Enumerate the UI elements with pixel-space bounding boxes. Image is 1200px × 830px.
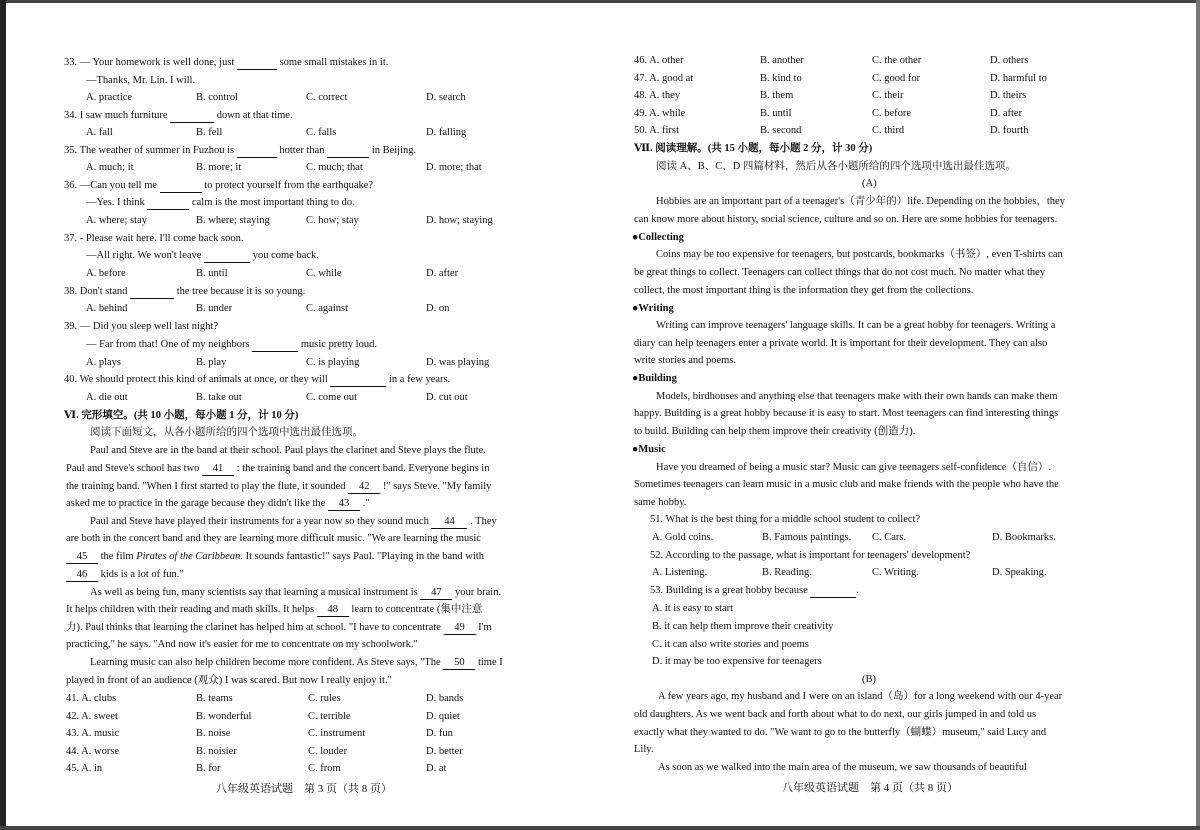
- question-39: 39. — Did you sleep well last night?: [64, 321, 218, 332]
- q43-option-b: B. noise: [196, 728, 231, 739]
- passage-b-line-4: Lily.: [634, 744, 654, 755]
- blank-42: 42: [348, 481, 380, 494]
- q34-option-a: A. fall: [86, 127, 113, 138]
- q46-option-b: B. another: [760, 55, 804, 66]
- passage-b-line-1: A few years ago, my husband and I were on an island（岛）for a long weekend with our 4-year: [658, 691, 1063, 702]
- cloze-line-7: 45 the film Pirates of the Caribbean. It sounds fantastic!" says Paul. "Playing in the band with: [66, 550, 484, 564]
- option-row-49: 49. A. while: [634, 108, 686, 119]
- collecting-line-2: be great things to collect. Teenagers can collect things that do not cost much. No matter what they: [634, 267, 1046, 278]
- q40-option-b: B. take out: [196, 392, 242, 403]
- cloze-line-13: Learning music can also help children become more confident. As Steve says, "The 50 time I: [90, 657, 503, 668]
- q49-option-d: D. after: [990, 108, 1023, 119]
- section-6-instruction: 阅读下面短文，从各小题所给的四个选项中选出最佳选项。: [90, 427, 363, 438]
- q39-option-b: B. play: [196, 357, 227, 368]
- cloze-line-14: played in front of an audience (观众) I was scared. But now I really enjoy it.": [66, 675, 392, 686]
- q50-option-d: D. fourth: [990, 125, 1029, 136]
- cloze-line-10: It helps children with their reading and math skills. It helps 48 learn to concentrate (集中注意: [66, 604, 483, 615]
- q42-option-c: C. terrible: [308, 711, 351, 722]
- option-row-48: 48. A. they: [634, 90, 681, 101]
- q38-option-d: D. on: [426, 303, 450, 314]
- heading-music: ●Music: [632, 444, 666, 455]
- q47-option-d: D. harmful to: [990, 73, 1047, 84]
- collecting-line-1: Coins may be too expensive for teenagers, but postcards, bookmarks（书签）, even T-shirts can: [656, 249, 1063, 260]
- q52-option-b: B. Reading.: [762, 567, 812, 578]
- option-row-50: 50. A. first: [634, 125, 679, 136]
- heading-collecting: ●Collecting: [632, 232, 684, 243]
- q35-option-d: D. more; that: [426, 162, 482, 173]
- q37-option-d: D. after: [426, 268, 459, 279]
- question-36: 36. —Can you tell me to protect yourself from the earthquake?: [64, 180, 374, 191]
- page-footer-left: 八年级英语试题 第 3 页（共 8 页）: [216, 783, 392, 795]
- option-row-43: 43. A. music: [66, 728, 120, 739]
- q46-option-d: D. others: [990, 55, 1029, 66]
- q52-option-a: A. Listening.: [652, 567, 708, 578]
- cloze-line-1: Paul and Steve are in the band at their school. Paul plays the clarinet and Steve plays the flute.: [90, 445, 486, 456]
- q33-option-d: D. search: [426, 92, 466, 103]
- option-row-42: 42. A. sweet: [66, 711, 118, 722]
- passage-a-intro-2: can know more about history, social science, culture and so on. Here are some hobbies for teenagers.: [634, 214, 1058, 225]
- page-footer-right: 八年级英语试题 第 4 页（共 8 页）: [782, 782, 958, 794]
- passage-a-label: (A): [862, 178, 877, 189]
- music-line-1: Have you dreamed of being a music star? Music can give teenagers self-confidence（自信）.: [656, 462, 1052, 473]
- blank-46: 46: [66, 569, 98, 582]
- q33-option-a: A. practice: [86, 92, 133, 103]
- q49-option-c: C. before: [872, 108, 912, 119]
- question-37: 37. - Please wait here. I'll come back soon.: [64, 233, 244, 244]
- question-53: 53. Building is a great hobby because .: [650, 585, 860, 596]
- q44-option-d: D. better: [426, 746, 463, 757]
- q40-option-d: D. cut out: [426, 392, 468, 403]
- q39-line2: — Far from that! One of my neighbors music pretty loud.: [86, 339, 377, 350]
- cloze-line-8: 46 kids is a lot of fun.": [66, 568, 184, 582]
- q39-option-c: C. is playing: [306, 357, 360, 368]
- q50-option-c: C. third: [872, 125, 905, 136]
- writing-line-2: diary can help teenagers enter a private world. It is important for their development. They can also: [634, 338, 1048, 349]
- q34-option-d: D. falling: [426, 127, 467, 138]
- q38-option-b: B. under: [196, 303, 233, 314]
- collecting-line-3: collect, the most important thing is the information they get from the collections.: [634, 285, 974, 296]
- question-52: 52. According to the passage, what is important for teenagers' development?: [650, 550, 971, 561]
- q46-option-c: C. the other: [872, 55, 922, 66]
- q49-option-b: B. until: [760, 108, 792, 119]
- q44-option-b: B. noisier: [196, 746, 237, 757]
- q48-option-d: D. theirs: [990, 90, 1027, 101]
- q33-reply: —Thanks, Mr. Lin. I will.: [86, 75, 196, 86]
- q35-option-c: C. much; that: [306, 162, 363, 173]
- q36-line2: —Yes. I think calm is the most important thing to do.: [86, 197, 355, 208]
- option-row-41: 41. A. clubs: [66, 693, 117, 704]
- blank-47: 47: [420, 587, 452, 600]
- q51-option-a: A. Gold coins.: [652, 532, 714, 543]
- q37-option-b: B. until: [196, 268, 228, 279]
- heading-writing: ●Writing: [632, 303, 674, 314]
- music-line-2: Sometimes teenagers can learn music in a music club and make friends with the people who have the: [634, 479, 1059, 490]
- q48-option-b: B. them: [760, 90, 794, 101]
- q45-option-c: C. from: [308, 763, 341, 774]
- q33-option-c: C. correct: [306, 92, 348, 103]
- question-33: 33. — Your homework is well done, just some small mistakes in it.: [64, 57, 389, 68]
- q41-option-b: B. teams: [196, 693, 233, 704]
- blank-43: 43: [328, 498, 360, 511]
- cloze-line-12: practicing," he says. "And now it's easier for me to concentrate on my schoolwork.": [66, 639, 418, 650]
- writing-line-1: Writing can improve teenagers' language skills. It can be a great hobby for teenagers. Writing a: [656, 320, 1056, 331]
- cloze-line-4: asked me to practice in the garage because they didn't like the 43 .": [66, 498, 370, 509]
- passage-b-label: (B): [862, 674, 876, 685]
- q47-option-c: C. good for: [872, 73, 921, 84]
- q50-option-b: B. second: [760, 125, 802, 136]
- q53-option-c: C. it can also write stories and poems: [652, 639, 809, 650]
- question-51: 51. What is the best thing for a middle school student to collect?: [650, 514, 921, 525]
- q40-option-a: A. die out: [86, 392, 128, 403]
- cloze-line-2: Paul and Steve's school has two 41 : the training band and the concert band. Everyone begins in: [66, 463, 490, 474]
- q34-option-c: C. falls: [306, 127, 337, 138]
- q36-option-a: A. where; stay: [86, 215, 147, 226]
- q36-option-d: D. how; staying: [426, 215, 493, 226]
- q37-option-a: A. before: [86, 268, 126, 279]
- q52-option-c: C. Writing.: [872, 567, 919, 578]
- q51-option-b: B. Famous paintings.: [762, 532, 852, 543]
- q47-option-b: B. kind to: [760, 73, 802, 84]
- blank-49: 49: [444, 622, 476, 635]
- q43-option-d: D. fun: [426, 728, 453, 739]
- passage-b-line-5: As soon as we walked into the main area of the museum, we saw thousands of beautiful: [658, 762, 1027, 773]
- q37-option-c: C. while: [306, 268, 342, 279]
- blank-45: 45: [66, 551, 98, 564]
- q43-option-c: C. instrument: [308, 728, 366, 739]
- section-6-title: Ⅵ. 完形填空。(共 10 小题，每小题 1 分，计 10 分): [64, 410, 299, 421]
- option-row-44: 44. A. worse: [66, 746, 120, 757]
- q34-option-b: B. fell: [196, 127, 223, 138]
- q41-option-d: D. bands: [426, 693, 464, 704]
- exam-page-4: [600, 0, 1200, 830]
- cloze-line-9: As well as being fun, many scientists say that learning a musical instrument is 47 your brain.: [90, 587, 502, 598]
- q38-option-c: C. against: [306, 303, 348, 314]
- question-35: 35. The weather of summer in Fuzhou is hotter than in Beijing.: [64, 145, 417, 156]
- passage-b-line-2: old daughters. As we went back and forth about what to do next, our girls jumped in and told us: [634, 709, 1037, 720]
- q53-option-a: A. it is easy to start: [652, 603, 734, 614]
- q53-option-d: D. it may be too expensive for teenagers: [652, 656, 822, 667]
- cloze-line-11: 力). Paul thinks that learning the clarinet has helped him at school. "I have to concentrate 49 I'm: [66, 622, 492, 633]
- q37-line2: —All right. We won't leave you come back.: [86, 250, 319, 261]
- question-34: 34. I saw much furniture down at that time.: [64, 110, 293, 121]
- q41-option-c: C. rules: [308, 693, 341, 704]
- option-row-47: 47. A. good at: [634, 73, 694, 84]
- blank-41: 41: [202, 463, 234, 476]
- q33-option-b: B. control: [196, 92, 238, 103]
- option-row-45: 45. A. in: [66, 763, 103, 774]
- q42-option-b: B. wonderful: [196, 711, 252, 722]
- blank-48: 48: [317, 604, 349, 617]
- q35-option-a: A. much; it: [86, 162, 134, 173]
- question-38: 38. Don't stand the tree because it is so young.: [64, 286, 306, 297]
- q35-option-b: B. more; it: [196, 162, 242, 173]
- q44-option-c: C. louder: [308, 746, 348, 757]
- q51-option-d: D. Bookmarks.: [992, 532, 1056, 543]
- option-row-46: 46. A. other: [634, 55, 684, 66]
- q39-option-a: A. plays: [86, 357, 121, 368]
- q48-option-c: C. their: [872, 90, 904, 101]
- q36-option-b: B. where; staying: [196, 215, 270, 226]
- passage-b-line-3: exactly what they wanted to do. "We want to go to the butterfly（蝴蝶）museum," said Lucy and: [634, 727, 1047, 738]
- q53-option-b: B. it can help them improve their creativity: [652, 621, 834, 632]
- building-line-2: happy. Building is a great hobby because it is easy to start. Most teenagers can find interesting things: [634, 408, 1059, 419]
- heading-building: ●Building: [632, 373, 677, 384]
- passage-a-intro-1: Hobbies are an important part of a teenager's（青少年的）life. Depending on the hobbies，they: [656, 196, 1065, 207]
- cloze-line-5: Paul and Steve have played their instruments for a year now so they sound much 44 . They: [90, 516, 497, 527]
- q36-option-c: C. how; stay: [306, 215, 359, 226]
- cloze-line-3: the training band. "When I first started to play the flute, it sounded 42 !" says Steve. "My family: [66, 481, 492, 492]
- writing-line-3: write stories and poems.: [634, 355, 737, 366]
- q38-option-a: A. behind: [86, 303, 128, 314]
- building-line-1: Models, birdhouses and anything else that teenagers make with their own hands can make them: [656, 391, 1058, 402]
- q45-option-d: D. at: [426, 763, 447, 774]
- section-7-title: Ⅶ. 阅读理解。(共 15 小题，每小题 2 分，计 30 分): [634, 143, 873, 154]
- blank-44: 44: [431, 516, 467, 529]
- q42-option-d: D. quiet: [426, 711, 460, 722]
- q52-option-d: D. Speaking.: [992, 567, 1047, 578]
- q51-option-c: C. Cars.: [872, 532, 907, 543]
- question-40: 40. We should protect this kind of animals at once, or they will in a few years.: [64, 374, 451, 385]
- cloze-line-6: are both in the concert band and they are learning more difficult music. "We are learning the music: [66, 533, 481, 544]
- building-line-3: to build. Building can help them improve their creativity (创造力).: [634, 426, 916, 437]
- q39-option-d: D. was playing: [426, 357, 490, 368]
- q45-option-b: B. for: [196, 763, 221, 774]
- music-line-3: same hobby.: [634, 497, 687, 508]
- q40-option-c: C. come out: [306, 392, 358, 403]
- section-7-instruction: 阅读 A、B、C、D 四篇材料，然后从各小题所给的四个选项中选出最佳选项。: [656, 161, 1016, 172]
- blank-50: 50: [443, 657, 475, 670]
